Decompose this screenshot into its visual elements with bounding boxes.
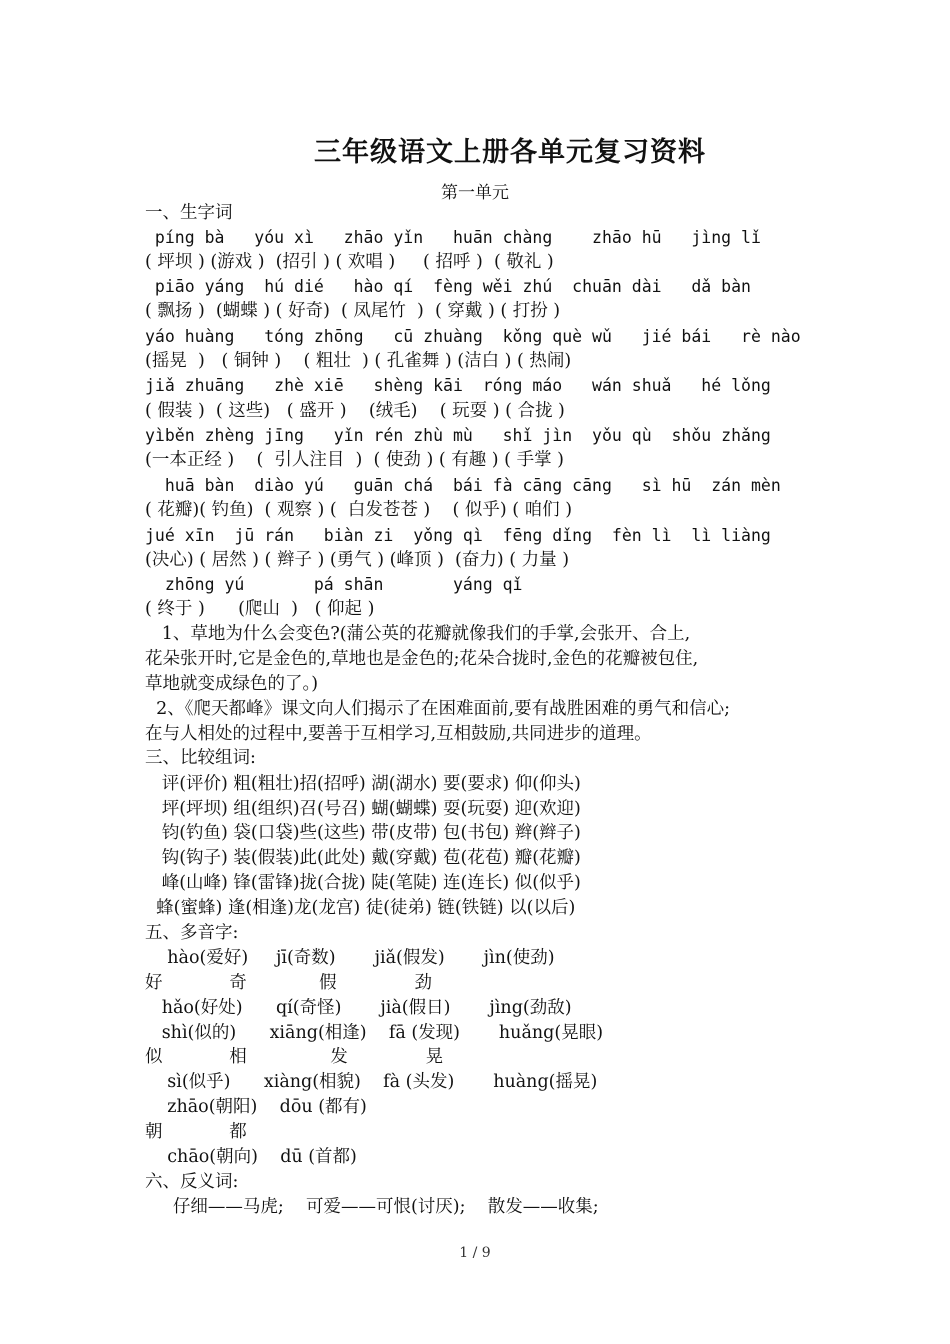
paragraph-line: 花朵张开时,它是金色的,草地也是金色的;花朵合拢时,金色的花瓣被包住,	[145, 649, 699, 669]
paragraph-line: 草地就变成绿色的了。)	[145, 674, 319, 694]
vocab-hanzi-line: (一本正经 ) ( 引人注目 ) ( 使劲 ) ( 有趣 ) ( 手掌 )	[145, 450, 564, 470]
polyphone-line: 好 奇 假 劲	[145, 973, 432, 993]
unit-heading: 第一单元	[441, 183, 509, 203]
polyphone-line: hào(爱好) jī(奇数) jiǎ(假发) jìn(使劲)	[145, 948, 555, 968]
compare-row: 蜂(蜜蜂) 逢(相逢)龙(龙宫) 徒(徒弟) 链(铁链) 以(以后)	[145, 898, 576, 918]
vocab-hanzi-line: ( 坪坝 ) (游戏 ) (招引 ) ( 欢唱 ) ( 招呼 ) ( 敬礼 )	[145, 252, 554, 272]
compare-row: 钩(钩子) 装(假装)此(此处) 戴(穿戴) 苞(花苞) 瓣(花瓣)	[145, 848, 581, 868]
polyphone-line: zhāo(朝阳) dōu (都有)	[145, 1097, 367, 1117]
section-heading-compare: 三、比较组词:	[145, 748, 256, 768]
vocab-hanzi-line: (摇晃 ) ( 铜钟 ) ( 粗壮 ) ( 孔雀舞 ) (洁白 ) ( 热闹)	[145, 351, 572, 371]
polyphone-line: chāo(朝向) dū (首都)	[145, 1147, 357, 1167]
vocab-pinyin-line: piāo yáng hú dié hào qí fèng wěi zhú chuān dài dǎ bàn	[145, 277, 751, 296]
vocab-pinyin-line: yìběn zhèng jīng yǐn rén zhù mù shǐ jìn yǒu qù shǒu zhǎng	[145, 426, 771, 445]
vocab-pinyin-line: zhōng yú pá shān yáng qǐ	[145, 575, 523, 594]
paragraph-line: 在与人相处的过程中,要善于互相学习,互相鼓励,共同进步的道理。	[145, 724, 652, 744]
section-heading-vocab: 一、生字词	[145, 203, 233, 223]
compare-row: 评(评价) 粗(粗壮)招(招呼) 湖(湖水) 要(要求) 仰(仰头)	[145, 774, 581, 794]
vocab-hanzi-line: ( 花瓣)( 钓鱼) ( 观察 ) ( 白发苍苍 ) ( 似乎) ( 咱们 )	[145, 500, 573, 520]
vocab-hanzi-line: ( 飘扬 ) (蝴蝶 ) ( 好奇) ( 凤尾竹 ) ( 穿戴 ) ( 打扮 )	[145, 301, 561, 321]
page-number: 1 / 9	[459, 1245, 491, 1261]
section-heading-antonyms: 六、反义词:	[145, 1172, 239, 1192]
paragraph-line: 1、草地为什么会变色?(蒲公英的花瓣就像我们的手掌,会张开、合上,	[145, 624, 691, 644]
page-title: 三年级语文上册各单元复习资料	[314, 137, 706, 168]
antonym-line: 仔细——马虎; 可爱——可恨(讨厌); 散发——收集;	[145, 1197, 599, 1217]
section-heading-polyphone: 五、多音字:	[145, 923, 239, 943]
compare-row: 峰(山峰) 锋(雷锋)拢(合拢) 陡(笔陡) 连(连长) 似(似乎)	[145, 873, 581, 893]
vocab-hanzi-line: ( 终于 ) (爬山 ) ( 仰起 )	[145, 599, 375, 619]
vocab-pinyin-line: jiǎ zhuāng zhè xiē shèng kāi róng máo wán shuǎ hé lǒng	[145, 376, 771, 395]
paragraph-line: 2、《爬天都峰》课文向人们揭示了在困难面前,要有战胜困难的勇气和信心;	[145, 699, 730, 719]
vocab-pinyin-line: yáo huàng tóng zhōng cū zhuàng kǒng què wǔ jié bái rè nào	[145, 327, 801, 346]
vocab-pinyin-line: píng bà yóu xì zhāo yǐn huān chàng zhāo hū jìng lǐ	[145, 228, 761, 247]
compare-row: 坪(坪坝) 组(组织)召(号召) 蝴(蝴蝶) 耍(玩耍) 迎(欢迎)	[145, 799, 581, 819]
polyphone-line: 朝 都	[145, 1122, 247, 1142]
polyphone-line: shì(似的) xiāng(相逢) fā (发现) huǎng(晃眼)	[145, 1023, 604, 1043]
vocab-hanzi-line: ( 假装 ) ( 这些) ( 盛开 ) (绒毛) ( 玩耍 ) ( 合拢 )	[145, 401, 565, 421]
vocab-pinyin-line: huā bàn diào yú guān chá bái fà cāng cāng sì hū zán mèn	[145, 476, 781, 495]
polyphone-line: sì(似乎) xiàng(相貌) fà (头发) huàng(摇晃)	[145, 1072, 598, 1092]
polyphone-line: hǎo(好处) qí(奇怪) jià(假日) jìng(劲敌)	[145, 998, 572, 1018]
polyphone-line: 似 相 发 晃	[145, 1047, 444, 1067]
compare-row: 钧(钓鱼) 袋(口袋)些(这些) 带(皮带) 包(书包) 辫(辫子)	[145, 823, 581, 843]
vocab-hanzi-line: (决心) ( 居然 ) ( 辫子 ) (勇气 ) (峰顶 ) (奋力) ( 力量 )	[145, 550, 570, 570]
vocab-pinyin-line: jué xīn jū rán biàn zi yǒng qì fēng dǐng fèn lì lì liàng	[145, 526, 771, 545]
